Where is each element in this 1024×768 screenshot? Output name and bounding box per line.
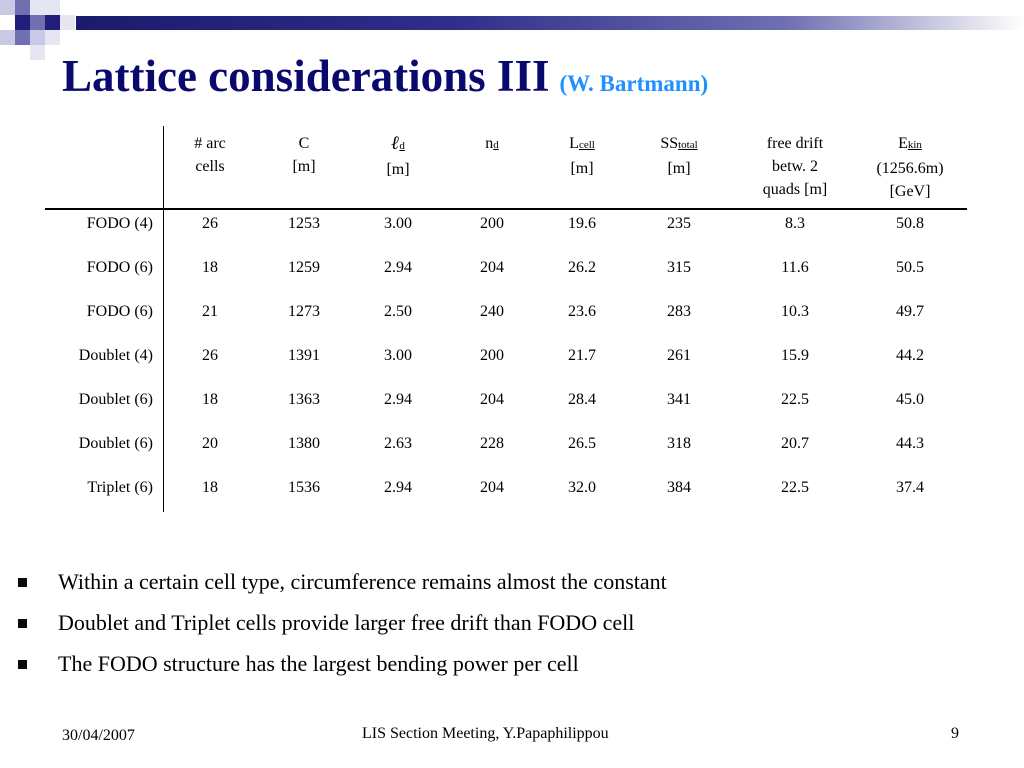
table-cell: 11.6 (781, 259, 809, 276)
table-cell: 1253 (288, 215, 320, 232)
bullet-item (18, 651, 1008, 692)
bullet-text: The FODO structure has the largest bending power per cell (58, 651, 579, 676)
header-subscript: d (399, 140, 405, 152)
table-cell: 26.5 (568, 435, 596, 452)
table-cell: 1536 (288, 479, 320, 496)
table-cell: 10.3 (781, 303, 809, 320)
table-cell: 32.0 (568, 479, 596, 496)
table-cell: 50.5 (896, 259, 924, 276)
column-header (444, 132, 540, 157)
column-header-symbol (444, 132, 540, 157)
row-label: FODO (6) (86, 303, 153, 320)
table-cell: 18 (202, 479, 218, 496)
table-cell: 44.3 (896, 435, 924, 452)
table-cell: 283 (667, 303, 691, 320)
footer-page-number: 9 (951, 725, 959, 742)
bullet-item (18, 610, 1008, 651)
title-main: Lattice considerations III (62, 51, 550, 101)
table-cell: 19.6 (568, 215, 596, 232)
table-cell: 20 (202, 435, 218, 452)
table-cell: 2.94 (384, 479, 412, 496)
table-cell: 318 (667, 435, 691, 452)
column-header-line: [m] (667, 160, 691, 177)
column-header-line: betw. 2 (771, 158, 819, 175)
bullet-square-icon (18, 660, 27, 669)
bullet-square-icon (18, 578, 27, 587)
table-cell: 1273 (288, 303, 320, 320)
lattice-table (45, 126, 967, 514)
table-cell: 235 (667, 215, 691, 232)
column-header-line: # arc (194, 135, 226, 152)
column-header (162, 132, 258, 178)
bullet-square-icon (18, 619, 27, 628)
table-cell: 261 (667, 347, 691, 364)
header-symbol: ℓ (391, 132, 400, 154)
table-cell: 18 (202, 391, 218, 408)
table-cell: 22.5 (781, 391, 809, 408)
bullet-item (18, 569, 1008, 610)
row-label: FODO (4) (86, 215, 153, 232)
table-cell: 204 (480, 391, 504, 408)
table-cell: 228 (480, 435, 504, 452)
header-subscript: kin (907, 139, 922, 151)
title-bar-decoration (76, 16, 1024, 30)
table-cell: 1363 (288, 391, 320, 408)
table-cell: 49.7 (896, 303, 924, 320)
column-header-symbol (631, 132, 727, 157)
table-cell: 26 (202, 347, 218, 364)
table-cell: 45.0 (896, 391, 924, 408)
row-label: Triplet (6) (87, 479, 153, 496)
table-cell: 18 (202, 259, 218, 276)
column-header-symbol (534, 132, 630, 157)
table-cell: 315 (667, 259, 691, 276)
column-header-line: [m] (570, 160, 594, 177)
footer-center: LIS Section Meeting, Y.Papaphilippou (362, 725, 609, 742)
table-cell: 37.4 (896, 479, 924, 496)
table-cell: 1259 (288, 259, 320, 276)
table-cell: 1380 (288, 435, 320, 452)
column-header-line: [GeV] (889, 183, 931, 200)
table-cell: 200 (480, 347, 504, 364)
table-cell: 2.63 (384, 435, 412, 452)
table-cell: 3.00 (384, 215, 412, 232)
header-symbol: L (569, 135, 579, 152)
table-cell: 20.7 (781, 435, 809, 452)
column-header-line: cells (195, 158, 225, 175)
table-cell: 21 (202, 303, 218, 320)
column-header-line: C (298, 135, 310, 152)
table-cell: 384 (667, 479, 691, 496)
column-header-line: [m] (292, 158, 316, 175)
column-header (631, 132, 727, 180)
column-header-line: [m] (386, 161, 410, 178)
table-cell: 23.6 (568, 303, 596, 320)
column-header-symbol (862, 132, 958, 157)
table-cell: 200 (480, 215, 504, 232)
table-cell: 2.94 (384, 391, 412, 408)
column-header-line: free drift (766, 135, 824, 152)
bullet-text: Doublet and Triplet cells provide larger free drift than FODO cell (58, 610, 635, 635)
column-header-line: (1256.6m) (876, 160, 944, 177)
table-cell: 341 (667, 391, 691, 408)
row-label: Doublet (4) (78, 347, 153, 364)
row-label: FODO (6) (86, 259, 153, 276)
bullet-list (18, 569, 1008, 692)
header-subscript: cell (578, 139, 595, 151)
table-cell: 22.5 (781, 479, 809, 496)
table-cell: 21.7 (568, 347, 596, 364)
title-author: (W. Bartmann) (559, 71, 709, 96)
row-label: Doublet (6) (78, 391, 153, 408)
header-subscript: d (493, 139, 499, 151)
table-cell: 26 (202, 215, 218, 232)
table-cell: 240 (480, 303, 504, 320)
table-cell: 2.50 (384, 303, 412, 320)
table-cell: 204 (480, 259, 504, 276)
footer-date: 30/04/2007 (62, 727, 135, 744)
header-symbol: E (898, 135, 908, 152)
column-header (747, 132, 843, 201)
column-header-symbol (350, 132, 446, 158)
bullet-text: Within a certain cell type, circumference remains almost the constant (58, 569, 667, 594)
header-subscript: total (678, 139, 698, 151)
table-cell: 2.94 (384, 259, 412, 276)
table-cell: 28.4 (568, 391, 596, 408)
column-header (256, 132, 352, 178)
table-cell: 3.00 (384, 347, 412, 364)
table-cell: 1391 (288, 347, 320, 364)
table-cell: 50.8 (896, 215, 924, 232)
column-header-line: quads [m] (762, 181, 828, 198)
table-cell: 204 (480, 479, 504, 496)
column-header (350, 132, 446, 181)
header-symbol: SS (660, 135, 679, 152)
table-cell: 44.2 (896, 347, 924, 364)
column-header (534, 132, 630, 180)
header-symbol: n (485, 135, 494, 152)
row-label: Doublet (6) (78, 435, 153, 452)
table-cell: 26.2 (568, 259, 596, 276)
table-header-divider (45, 208, 967, 210)
table-cell: 15.9 (781, 347, 809, 364)
column-header (862, 132, 958, 203)
page-title (62, 50, 708, 102)
table-cell: 8.3 (785, 215, 805, 232)
